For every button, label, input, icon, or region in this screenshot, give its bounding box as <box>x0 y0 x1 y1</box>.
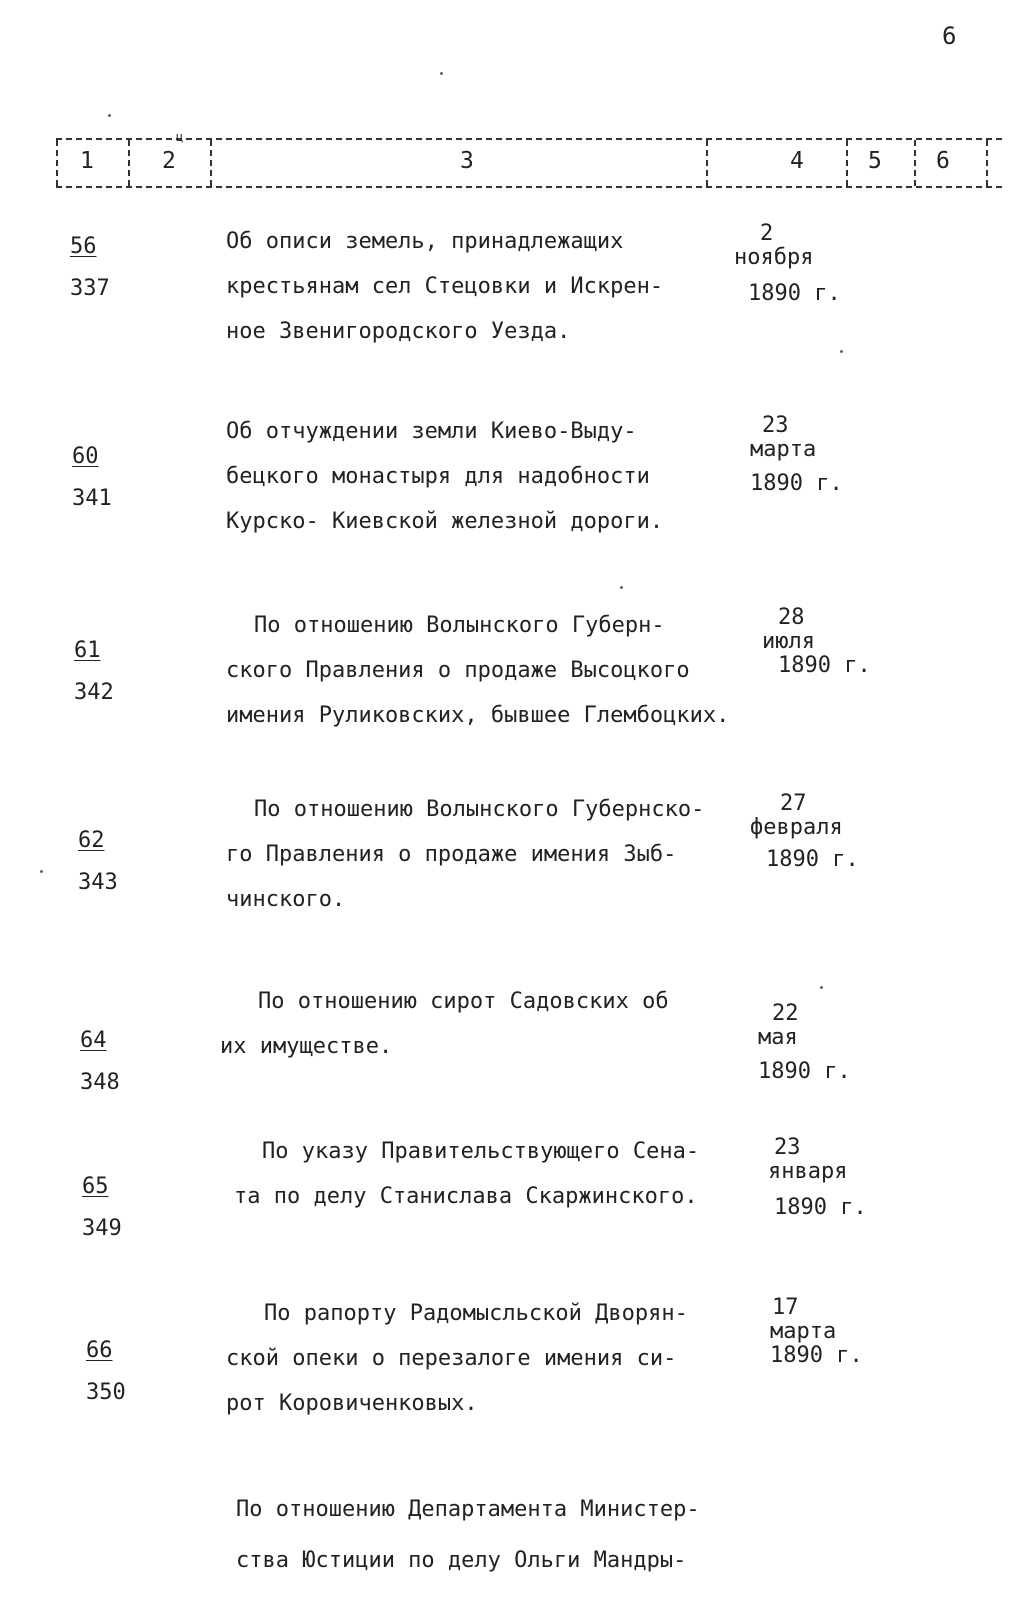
title-line: По указу Правительствующего Сена- <box>262 1139 700 1164</box>
column-1-label: 1 <box>80 148 94 174</box>
title-line: имения Руликовских, бывшее Глембоцких. <box>226 703 730 728</box>
column-separator <box>986 140 988 186</box>
date-day: 22 <box>772 1001 799 1026</box>
scan-speck <box>620 586 623 589</box>
title-line: Об отчуждении земли Киево-Выду- <box>226 419 637 444</box>
title-line: Курско- Киевской железной дороги. <box>226 509 664 534</box>
date-year: 1890 г. <box>766 847 859 872</box>
record-code <box>72 436 132 520</box>
date-year: 1890 г. <box>758 1059 851 1084</box>
code-top: 60 <box>72 444 99 469</box>
date-year: 1890 г. <box>750 471 843 496</box>
column-separator <box>846 140 848 186</box>
title-line: го Правления о продаже имения Зыб- <box>226 842 677 867</box>
code-top: 66 <box>86 1338 113 1363</box>
scan-speck <box>40 870 43 873</box>
code-bottom: 341 <box>72 486 112 511</box>
code-top: 56 <box>70 234 97 259</box>
date-year: 1890 г. <box>748 281 841 306</box>
date-year: 1890 г. <box>774 1195 867 1220</box>
record-code <box>70 226 130 310</box>
title-line: ное Звенигородского Уезда. <box>226 319 571 344</box>
code-top: 65 <box>82 1174 109 1199</box>
column-separator <box>914 140 916 186</box>
record-code <box>74 630 134 714</box>
title-line: По отношению сирот Садовских об <box>258 989 669 1014</box>
record-date <box>768 1136 918 1220</box>
title-line: ства Юстиции по делу Ольги Мандры- <box>236 1548 687 1573</box>
column-separator <box>210 140 212 186</box>
column-separator <box>706 140 708 186</box>
date-day: 23 <box>762 413 789 438</box>
record-date <box>734 222 884 306</box>
date-month: марта <box>750 437 817 462</box>
code-bottom: 349 <box>82 1216 122 1241</box>
code-top: 64 <box>80 1028 107 1053</box>
date-day: 23 <box>774 1135 801 1160</box>
column-3-label: 3 <box>460 148 474 174</box>
record-date <box>762 606 912 678</box>
title-line: Об описи земель, принадлежащих <box>226 229 624 254</box>
record-date <box>770 1296 920 1368</box>
date-month: ноября <box>734 245 814 270</box>
record-date <box>750 792 900 872</box>
code-bottom: 350 <box>86 1380 126 1405</box>
title-line: По отношению Волынского Губернско- <box>254 797 705 822</box>
code-bottom: 337 <box>70 276 110 301</box>
title-line: бецкого монастыря для надобности <box>226 464 650 489</box>
date-month: июля <box>762 629 815 654</box>
title-line: По отношению Волынского Губерн- <box>254 613 665 638</box>
code-bottom: 348 <box>80 1070 120 1095</box>
date-month: марта <box>770 1319 837 1344</box>
column-separator <box>128 140 130 186</box>
date-year: 1890 г. <box>770 1343 863 1368</box>
record-date <box>750 414 900 496</box>
title-line: та по делу Станислава Скаржинского. <box>234 1184 698 1209</box>
record-date <box>758 1002 908 1084</box>
column-6-label: 6 <box>936 148 950 174</box>
record-code <box>86 1330 146 1414</box>
record-title <box>236 1488 766 1584</box>
date-year: 1890 г. <box>778 653 871 678</box>
date-month: февраля <box>750 815 843 840</box>
record-title <box>226 604 784 739</box>
title-line: чинского. <box>226 887 346 912</box>
column-4-label: 4 <box>790 148 804 174</box>
record-code <box>82 1166 142 1250</box>
record-title <box>234 1130 792 1220</box>
code-top: 62 <box>78 828 105 853</box>
record-title <box>226 1292 794 1427</box>
date-day: 17 <box>772 1295 799 1320</box>
date-month: мая <box>758 1025 798 1050</box>
scan-speck <box>108 114 111 117</box>
date-month: января <box>768 1159 848 1184</box>
title-line: По рапорту Радомысльской Дворян- <box>264 1301 688 1326</box>
title-line: рот Коровиченковых. <box>226 1391 478 1416</box>
title-line: По отношению Департамента Министер- <box>236 1497 700 1522</box>
code-bottom: 343 <box>78 870 118 895</box>
date-day: 2 <box>760 221 774 246</box>
table-header <box>56 130 1002 188</box>
scan-speck <box>840 350 843 353</box>
title-line: ской опеки о перезалоге имения си- <box>226 1346 677 1371</box>
column-2-label: 2 <box>162 148 176 174</box>
record-title <box>226 410 756 545</box>
record-code <box>80 1020 140 1104</box>
title-line: крестьянам сел Стецовки и Искрен- <box>226 274 664 299</box>
record-code <box>78 820 138 904</box>
date-day: 27 <box>780 791 807 816</box>
title-line: их имуществе. <box>220 1034 393 1059</box>
column-5-label: 5 <box>868 148 882 174</box>
page-number: 6 <box>942 22 957 50</box>
column-2-mark: ц <box>176 130 184 144</box>
record-title <box>226 220 756 355</box>
date-day: 28 <box>778 605 805 630</box>
record-title <box>226 788 784 923</box>
record-title <box>220 980 788 1070</box>
code-top: 61 <box>74 638 101 663</box>
scan-speck <box>440 72 443 75</box>
code-bottom: 342 <box>74 680 114 705</box>
column-separator <box>56 140 58 186</box>
title-line: ского Правления о продаже Высоцкого <box>226 658 690 683</box>
scan-speck <box>820 986 823 989</box>
